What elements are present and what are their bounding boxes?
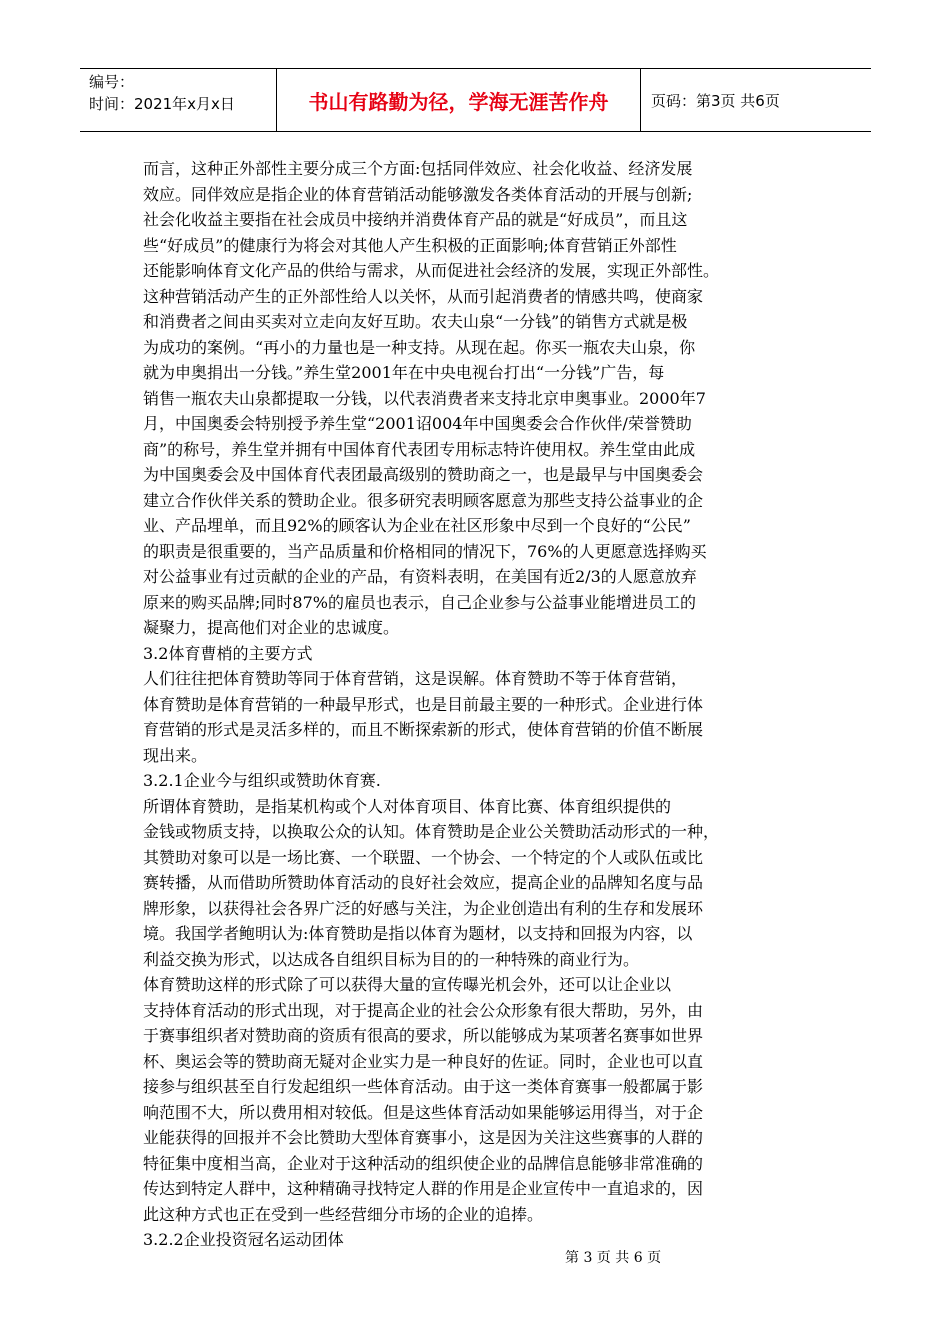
text-line: 此这种方式也正在受到一些经营细分市场的企业的追捧。: [143, 1204, 544, 1224]
document-number-label: 编号：: [89, 73, 135, 91]
header-meta: [80, 69, 277, 131]
text-line: 这种营销活动产生的正外部性给人以关怀，从而引起消费者的情感共鸣，使商家: [143, 286, 704, 306]
text-line: 支持体育活动的形式出现，对于提高企业的社会公众形象有很大帮助，另外，由: [143, 1000, 704, 1020]
text-line: 原来的购买品牌;同时87%的雇员也表示，自己企业参与公益事业能增进员工的: [143, 592, 696, 612]
text-line: 社会化收益主要指在社会成员中接纳并消费体育产品的就是“好成员”，而且这: [143, 210, 688, 229]
text-line: 其赞助对象可以是一场比赛、一个联盟、一个协会、一个特定的个人或队伍或比: [143, 847, 704, 867]
text-line: 业、产品埋单，而且92%的顾客认为企业在社区形象中尽到一个良好的“公民”: [143, 516, 691, 535]
text-line: 特征集中度相当高，企业对于这种活动的组织使企业的品牌信息能够非常准确的: [143, 1153, 704, 1173]
text-line: 响范围不大，所以费用相对较低。但是这些体育活动如果能够运用得当，对于企: [143, 1102, 704, 1122]
text-line: 利益交换为形式，以达成各自组织目标为目的的一种特殊的商业行为。: [143, 949, 640, 969]
text-line: 3.2体育曹梢的主要方式: [143, 643, 313, 663]
document-time-label: 时间：2021年x月x日: [89, 95, 235, 113]
header-page-info: 页码：第3页 共6页: [651, 91, 780, 110]
page-footer: 第 3 页 共 6 页: [565, 1250, 662, 1266]
text-line: 为中国奥委会及中国体育代表团最高级别的赞助商之一，也是最早与中国奥委会: [143, 465, 704, 484]
text-line: 业能获得的回报并不会比赞助大型体育赛事小，这是因为关注这些赛事的人群的: [143, 1128, 704, 1147]
text-line: 牌形象，以获得社会各界广泛的好感与关注，为企业创造出有利的生存和发展环: [143, 898, 704, 918]
text-line: 于赛事组织者对赞助商的资质有很高的要求，所以能够成为某项著名赛事如世界: [143, 1026, 704, 1045]
text-line: 为成功的案例。“再小的力量也是一种支持。从现在起。你买一瓶农夫山泉，你: [143, 337, 696, 357]
text-line: 月，中国奥委会特别授予养生堂“2001诏004年中国奥委会合作伙伴/荣誉赞助: [143, 414, 692, 433]
text-line: 和消费者之间由买卖对立走向友好互助。农夫山泉“一分钱”的销售方式就是极: [143, 312, 688, 331]
text-line: 接参与组织甚至自行发起组织一些体育活动。由于这一类体育赛事一般都属于影: [143, 1077, 704, 1096]
text-line: 现出来。: [143, 745, 208, 765]
text-line: 凝聚力，提高他们对企业的忠诚度。: [143, 618, 400, 637]
text-line: 商”的称号，养生堂并拥有中国体育代表团专用标志特许使用权。养生堂由此成: [143, 439, 696, 459]
text-line: 而言，这种正外部性主要分成三个方面:包括同伴效应、社会化收益、经济发展: [143, 159, 693, 178]
text-line: 赛转播，从而借助所赞助体育活动的良好社会效应，提高企业的品牌知名度与品: [143, 873, 704, 892]
text-line: 的职责是很重要的，当产品质量和价格相同的情况下，76%的人更愿意选择购买: [143, 541, 707, 561]
text-line: 杯、奥运会等的赞助商无疑对企业实力是一种良好的佐证。同时，企业也可以直: [143, 1051, 704, 1071]
text-line: 建立合作伙伴关系的赞助企业。很多研究表明顾客愿意为那些支持公益事业的企: [143, 490, 704, 510]
text-line: 金钱或物质支持，以换取公众的认知。体育赞助是企业公关赞助活动形式的一种，: [143, 822, 720, 841]
text-line: 境。我国学者鲍明认为:体育赞助是指以体育为题材，以支持和回报为内容，以: [143, 924, 693, 943]
text-line: 3.2.1企业今与组织或赞助休育赛.: [143, 771, 381, 790]
text-line: 体育赞助是体育营销的一种最早形式，也是目前最主要的一种形式。企业进行体: [143, 694, 704, 714]
text-line: 体育赞助这样的形式除了可以获得大量的宣传曝光机会外，还可以让企业以: [143, 975, 672, 994]
header-motto: 书山有路勤为径，学海无涯苦作舟: [277, 69, 641, 131]
text-line: 还能影响体育文化产品的供给与需求，从而促进社会经济的发展，实现正外部性。: [143, 261, 720, 280]
text-line: 传达到特定人群中，这种精确寻找特定人群的作用是企业宣传中一直追求的，因: [143, 1179, 704, 1198]
text-line: 3.2.2企业投资冠名运动团体: [143, 1230, 344, 1249]
text-line: 对公益事业有过贡献的企业的产品，有资料表明，在美国有近2/3的人愿意放弃: [143, 567, 697, 586]
text-line: 所谓体育赞助，是指某机构或个人对体育项目、体育比赛、体育组织提供的: [143, 796, 672, 816]
page-header: [80, 68, 871, 132]
text-line: 育营销的形式是灵活多样的，而且不断探索新的形式，使体育营销的价值不断展: [143, 720, 704, 739]
text-line: 就为申奥捐出一分钱。”养生堂2001年在中央电视台打出“一分钱”广告，每: [143, 363, 665, 382]
text-line: 人们往往把体育赞助等同于体育营销，这是误解。体育赞助不等于体育营销，: [143, 669, 688, 688]
text-line: 些“好成员”的健康行为将会对其他人产生积极的正面影响;体育营销正外部性: [143, 235, 677, 255]
text-line: 效应。同伴效应是指企业的体育营销活动能够激发各类体育活动的开展与创新;: [143, 184, 693, 204]
text-line: 销售一瓶农夫山泉都提取一分钱，以代表消费者来支持北京申奥事业。2000年7: [143, 388, 706, 408]
body-text: [143, 156, 753, 1253]
